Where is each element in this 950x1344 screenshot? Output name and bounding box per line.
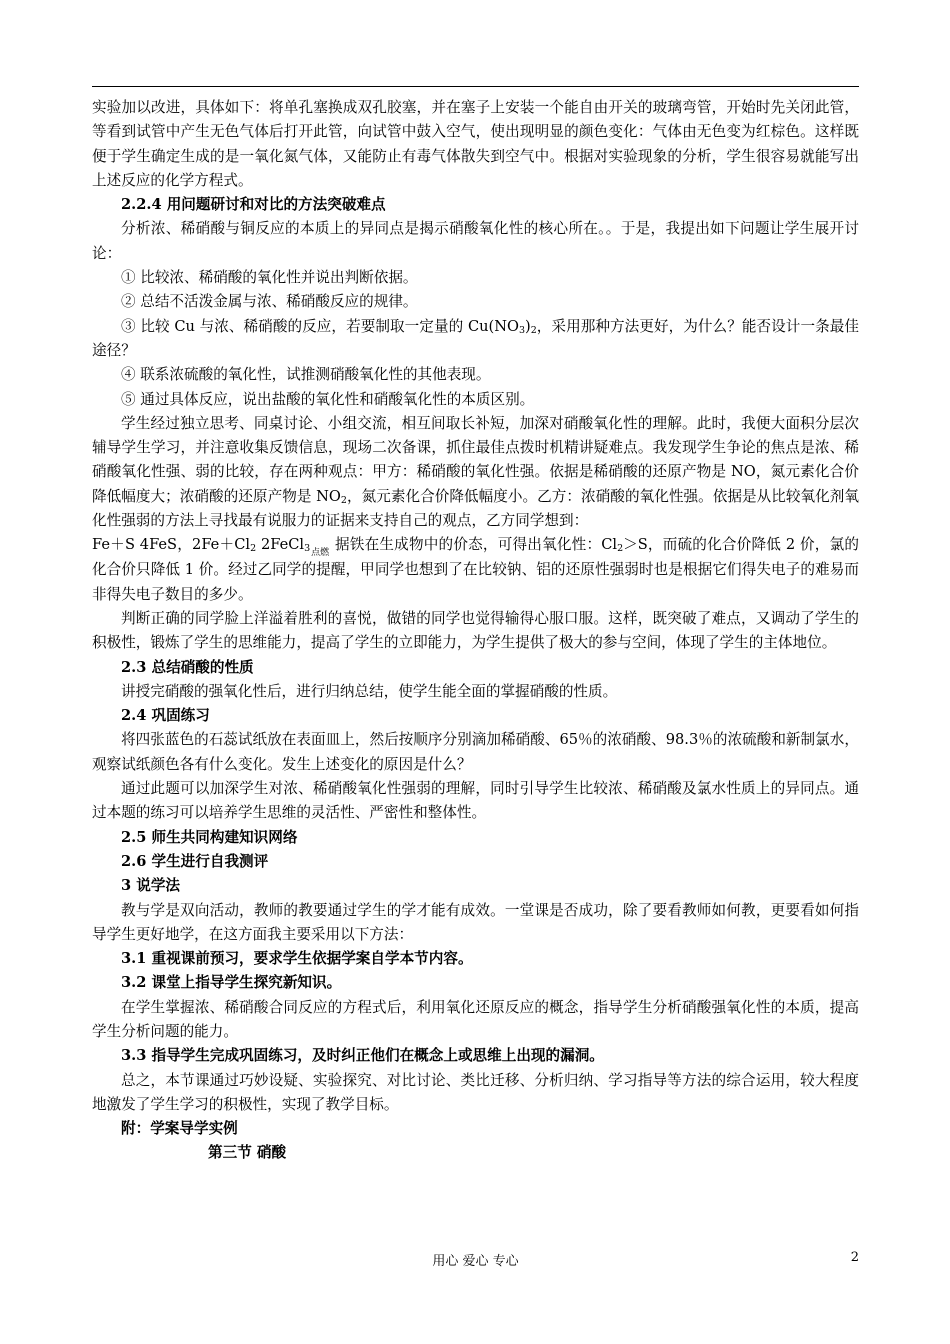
section-heading: 2.4 巩固练习 [121,707,210,725]
paragraph: 通过此题可以加深学生对浓、稀硝酸氧化性强弱的理解，同时引导学生比较浓、稀硝酸及氯水性质上的异同点。通过本题的练习可以培养学生思维的灵活性、严密性和整体性。 [92,780,859,822]
page-footer [92,1250,859,1270]
paragraph: 判断正确的同学脸上洋溢着胜利的喜悦，做错的同学也觉得输得心服口服。这样，既突破了难点，又调动了学生的积极性，锻炼了学生的思维能力，提高了学生的立即能力，为学生提供了极大的参与空间，体现了学生的主体地位。 [92,609,859,652]
equation-paragraph: Fe＋S 4FeS，$2Fe+Cl_2$ 2FeCl$_3$点燃 据铁在生成物中的价态，可得出氧化性：$Cl_2>S$，而硫的化合价降低 2 价，氯的化合价只降低 1 价。经过乙同学的提醒，甲同学也想到了在比较钠、铝的还原性强弱时也是根据它们得失电子的难易而非得失电子数目的多少。 [92,536,859,603]
section-heading: 3.1 重视课前预习，要求学生依据学案自学本节内容。 [121,950,473,968]
appendix-heading: 附：学案导学实例 [121,1120,238,1138]
document-body [92,96,859,1166]
reaction-condition-label: 点燃 [311,548,330,559]
paragraph: 分析浓、稀硝酸与铜反应的本质上的异同点是揭示硝酸氧化性的核心所在。。于是，我提出如下问题让学生展开讨论： [92,220,859,262]
section-heading: 2.6 学生进行自我测评 [121,852,269,870]
list-item: ④ 联系浓硫酸的氧化性，试推测硝酸氧化性的其他表现。 [121,366,491,384]
list-item: ① 比较浓、稀硝酸的氧化性并说出判断依据。 [121,269,418,287]
list-item: ⑤ 通过具体反应，说出盐酸的氧化性和硝酸氧化性的本质区别。 [121,390,535,408]
list-item: ③ 比较 Cu 与浓、稀硝酸的反应，若要制取一定量的 $Cu(NO_3)_2$，采用那种方法更好，为什么？能否设计一条最佳途径？ [92,317,859,359]
section-heading: 3.2 课堂上指导学生探究新知识。 [121,974,342,992]
paragraph: 教与学是双向活动，教师的教要通过学生的学才能有成效。一堂课是否成功，除了要看教师如何教，更要看如何指导学生更好地学，在这方面我主要采用以下方法： [92,901,859,943]
section-heading: 2.2.4 用问题研讨和对比的方法突破难点 [121,196,386,214]
page-number: 2 [850,1250,859,1265]
paragraph: 学生经过独立思考、同桌讨论、小组交流，相互间取长补短，加深对硝酸氧化性的理解。此时，我便大面积分层次辅导学生学习，并注意收集反馈信息，现场二次备课，抓住最佳点拨时机精讲疑难点。我发现学生争论的焦点是浓、稀硝酸氧化性强、弱的比较，存在两种观点：甲方：稀硝酸的氧化性强。依据是稀硝酸的还原产物是 NO，氮元素化合价降低幅度大；浓硝酸的还原产物是 $NO_2$，氮元素化合价降低幅度小。乙方：浓硝酸的氧化性强。依据是从比较氧化剂氧化性强弱的方法上寻找最有说服力的证据来支持自己的观点，乙方同学想到： [92,414,859,530]
section-heading: 2.5 师生共同构建知识网络 [121,828,298,846]
list-item: ② 总结不活泼金属与浓、稀硝酸反应的规律。 [121,293,418,311]
section-heading: 2.3 总结硝酸的性质 [121,658,254,676]
header-rule [92,86,859,87]
paragraph: 总之，本节课通过巧妙设疑、实验探究、对比讨论、类比迁移、分析归纳、学习指导等方法的综合运用，较大程度地激发了学生学习的积极性，实现了教学目标。 [92,1071,859,1113]
footer-motto: 用心 爱心 专心 [432,1254,519,1269]
section-heading: 3.3 指导学生完成巩固练习，及时纠正他们在概念上或思维上出现的漏洞。 [121,1047,604,1065]
paragraph: 将四张蓝色的石蕊试纸放在表面皿上，然后按顺序分别滴加稀硝酸、65％的浓硝酸、98.3％的浓硫酸和新制氯水，观察试纸颜色各有什么变化。发生上述变化的原因是什么？ [92,731,859,773]
paragraph: 在学生掌握浓、稀硝酸合同反应的方程式后，利用氧化还原反应的概念，指导学生分析硝酸强氧化性的本质，提高学生分析问题的能力。 [92,998,859,1040]
paragraph: 讲授完硝酸的强氧化性后，进行归纳总结，使学生能全面的掌握硝酸的性质。 [121,682,618,700]
section-heading: 3 说学法 [121,877,181,895]
paragraph: 实验加以改进，具体如下：将单孔塞换成双孔胶塞，并在塞子上安装一个能自由开关的玻璃弯管，开始时先关闭此管，等看到试管中产生无色气体后打开此管，向试管中鼓入空气，使出现明显的颜色变化：气体由无色变为红棕色。这样既便于学生确定生成的是一氧化氮气体，又能防止有毒气体散失到空气中。根据对实验现象的分析，学生很容易就能写出上述反应的化学方程式。 [92,99,859,189]
appendix-title: 第三节 硝酸 [208,1144,287,1162]
